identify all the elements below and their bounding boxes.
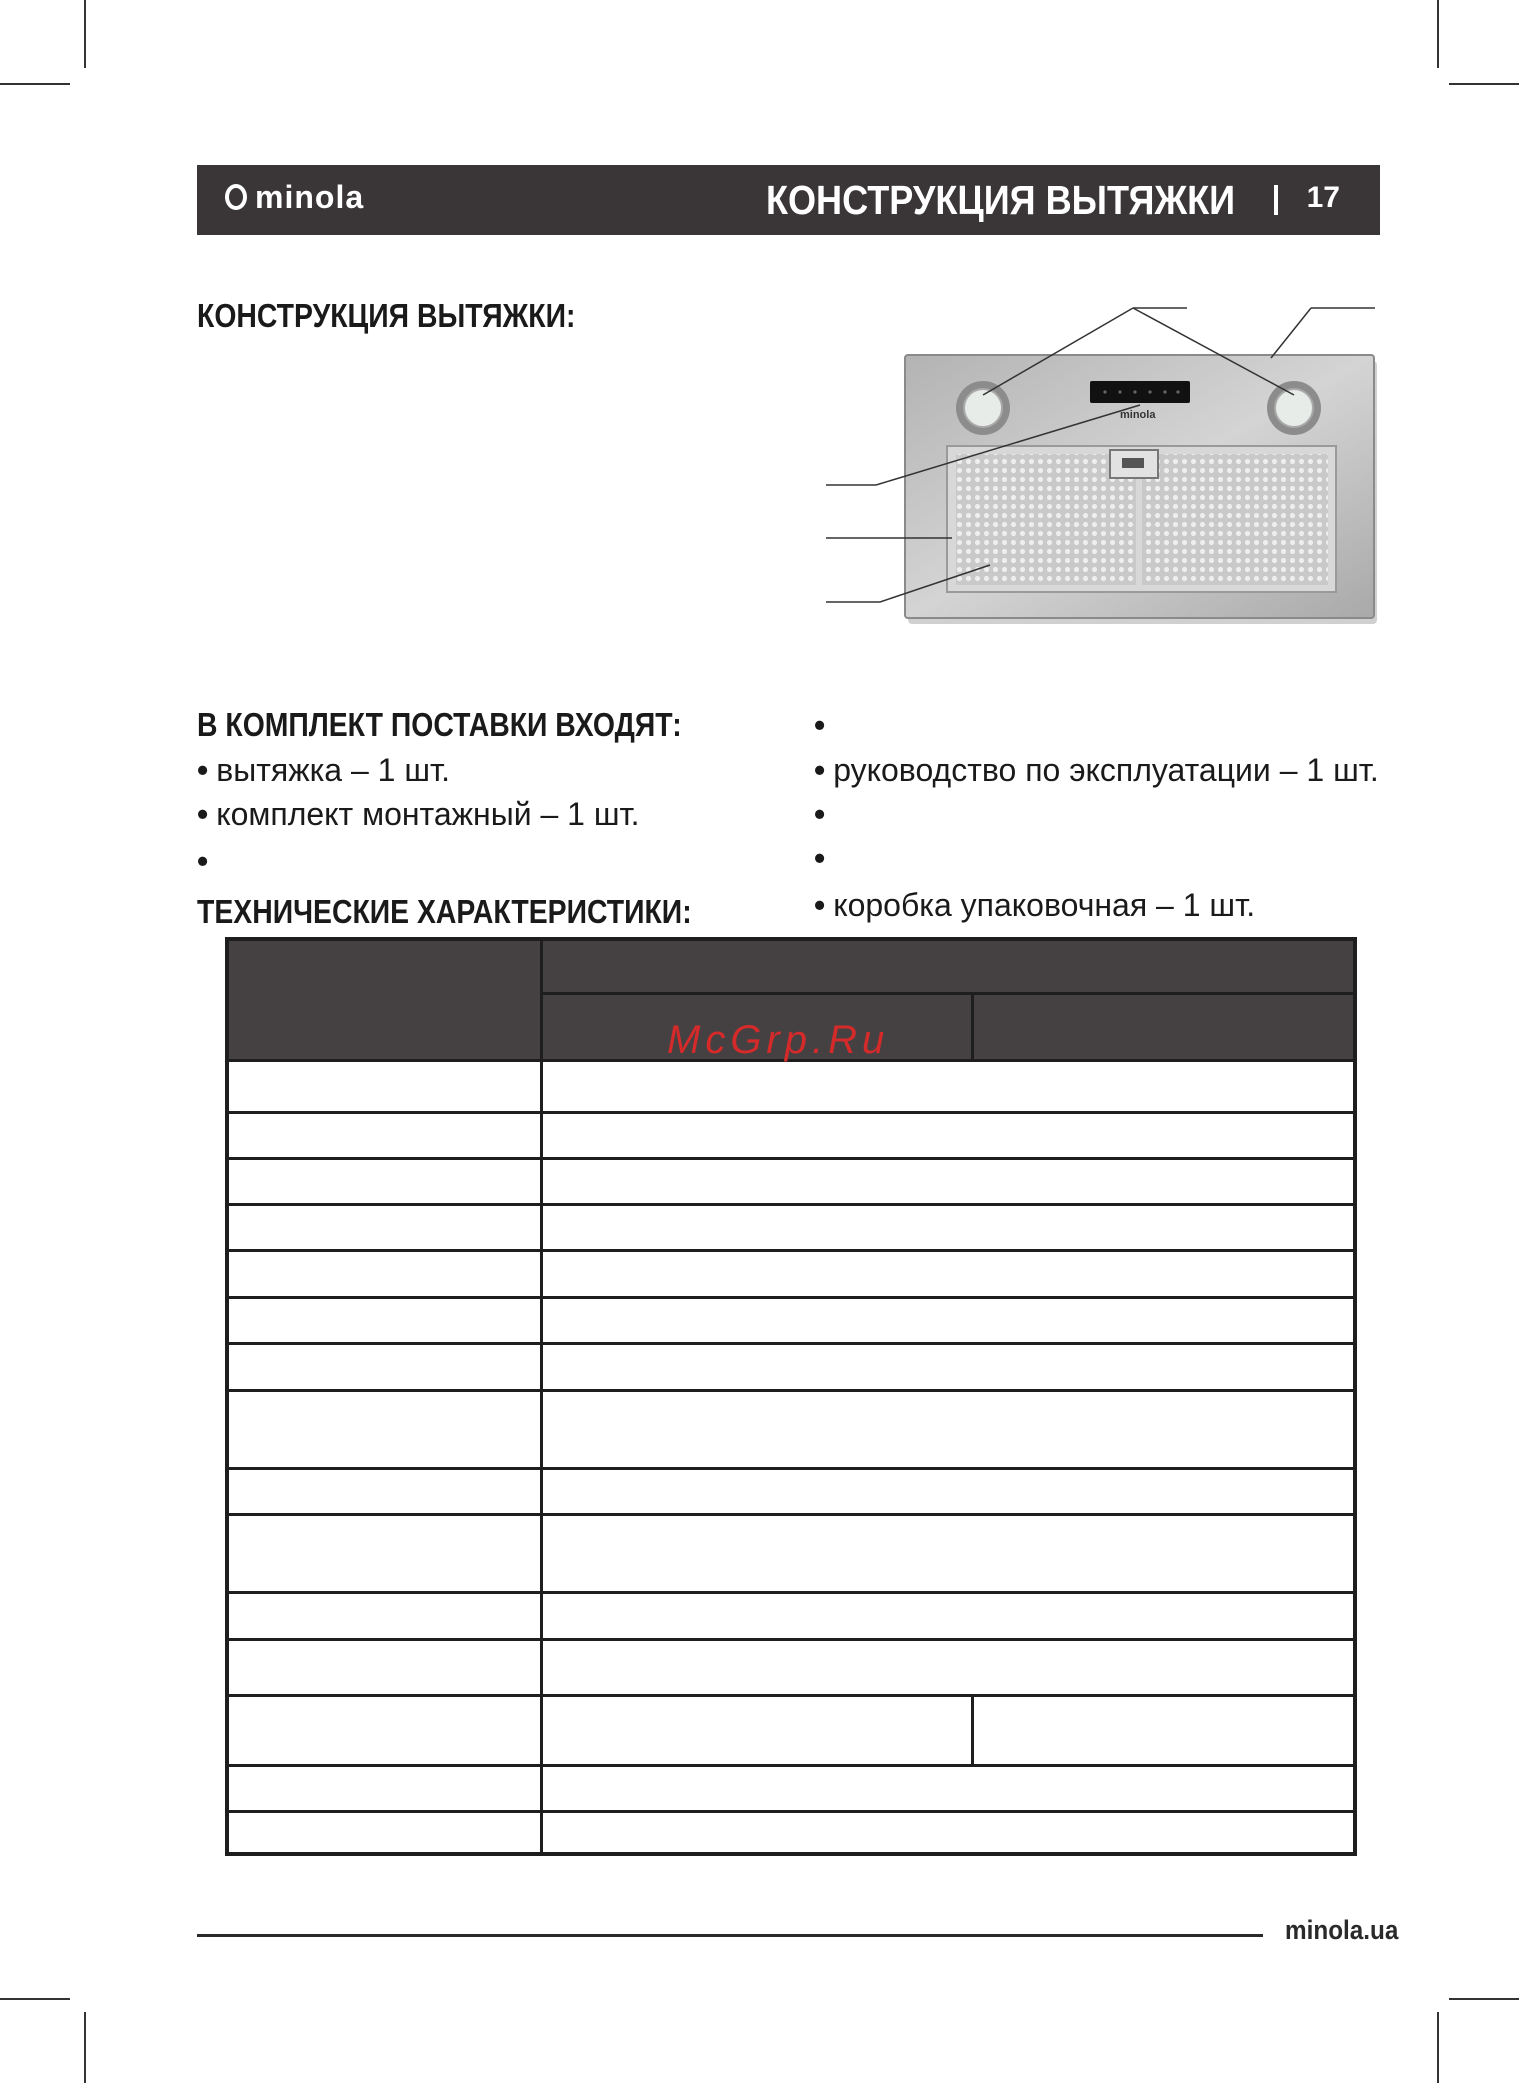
page-header: [197, 165, 1380, 235]
table-row: [229, 1764, 1357, 1767]
delivery-item: • вытяжка – 1 шт.: [197, 752, 451, 788]
footer-rule: [197, 1934, 1263, 1937]
table-row: [229, 1389, 1357, 1392]
delivery-item: •: [814, 840, 826, 876]
page-number: 17: [1306, 181, 1340, 214]
crop-mark: [1437, 0, 1439, 68]
table-row: [229, 1342, 1357, 1345]
table-row: [229, 1810, 1357, 1813]
construction-heading: КОНСТРУКЦИЯ ВЫТЯЖКИ:: [197, 297, 576, 334]
delivery-item: • руководство по эксплуатации – 1 шт.: [814, 752, 1379, 788]
table-row: [229, 1694, 1357, 1697]
delivery-item: •: [197, 843, 209, 879]
table-row: [229, 1467, 1357, 1470]
table-row: [229, 1638, 1357, 1641]
specs-heading: ТЕХНИЧЕСКИЕ ХАРАКТЕРИСТИКИ:: [197, 893, 692, 930]
crop-mark: [1437, 2012, 1439, 2083]
table-row: [229, 1111, 1357, 1114]
page-title: КОНСТРУКЦИЯ ВЫТЯЖКИ: [765, 177, 1235, 223]
footer-site: minola.ua: [1285, 1915, 1399, 1945]
table-row: [229, 1296, 1357, 1299]
hood-diagram: [820, 295, 1380, 640]
header-separator: [1274, 185, 1278, 215]
table-row: [229, 1203, 1357, 1206]
brand-logo: minola: [225, 179, 364, 216]
delivery-item: •: [814, 707, 826, 743]
table-row: [229, 1249, 1357, 1252]
delivery-heading: В КОМПЛЕКТ ПОСТАВКИ ВХОДЯТ:: [197, 706, 682, 743]
table-header-cell: [974, 995, 1353, 1059]
specs-table: [225, 937, 1357, 1856]
crop-mark: [84, 2012, 86, 2083]
crop-mark: [0, 1998, 70, 2000]
watermark: McGrp.Ru: [667, 1018, 890, 1062]
table-header-cell: [543, 941, 1353, 992]
delivery-item: • коробка упаковочная – 1 шт.: [814, 887, 1256, 923]
crop-mark: [1449, 83, 1519, 85]
crop-mark: [0, 83, 70, 85]
brand-logo-icon: [225, 184, 247, 210]
delivery-item: • комплект монтажный – 1 шт.: [197, 796, 640, 832]
table-row: [229, 1513, 1357, 1516]
crop-mark: [84, 0, 86, 68]
panel-brand-label: minola: [1120, 409, 1156, 421]
table-row: [229, 1591, 1357, 1594]
table-row: [229, 1157, 1357, 1160]
crop-mark: [1449, 1998, 1519, 2000]
table-header-cell: [229, 941, 540, 1059]
delivery-item: •: [814, 796, 826, 832]
